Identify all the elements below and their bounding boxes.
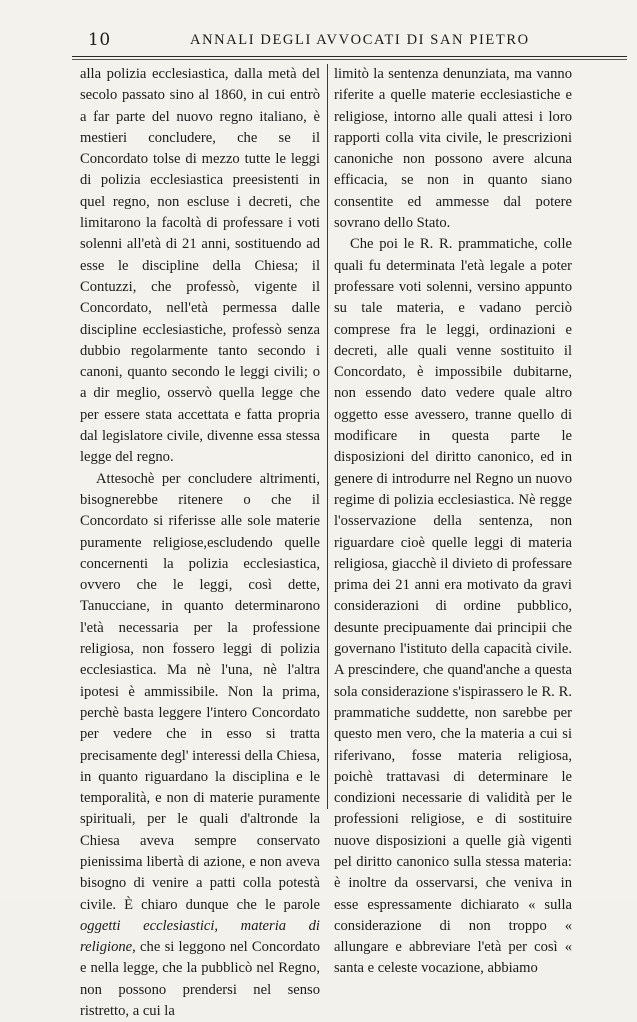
left-paragraph-2 <box>80 469 320 1022</box>
page-number: 10 <box>88 30 111 50</box>
right-paragraph-1: limitò la sentenza denunziata, ma vanno riferite a quelle materie ecclesiastiche e religiose, intorno alle quali attesi i loro rapporti colla vita civile, le prescrizioni canoniche non possono avere alcuna efficacia, se non in quanto siano consentite ed ammesse dal potere sovrano dello Stato. <box>334 66 572 232</box>
header-rule-thin <box>72 59 627 60</box>
running-title: ANNALI DEGLI AVVOCATI DI SAN PIETRO <box>190 32 530 48</box>
right-column <box>334 64 572 980</box>
header-rule <box>72 56 627 57</box>
column-divider <box>327 64 328 809</box>
page-header <box>72 30 627 54</box>
left-paragraph-2-text-b: , che si leggono nel Concordato e nella legge, che la pubblicò nel Regno, non possono prendersi nel senso ristretto, a cui la <box>80 939 320 1020</box>
left-paragraph-1: alla polizia ecclesiastica, dalla metà del secolo passato sino al 1860, in cui entrò a far parte del nuovo regno italiano, è mestieri concludere, che se il Concordato tolse di mezzo tutte le leggi di polizia ecclesiastica preesistenti in quel regno, non escluse i decreti, che limitarono la facoltà di professare i voti solenni all'età di 21 anni, sostituendo ad esse le discipline della Chiesa; il Contuzzi, che professò, vigente il Concordato, nell'età permessa dalle discipline ecclesiastiche, professò senza dubbio regolarmente tanto secondo i canoni, quanto secondo le leggi civili; o a dir meglio, osservò quella legge che per essere stata accettata e fatta propria dal legislatore civile, divenne essa stessa legge del regno. <box>80 66 320 466</box>
left-paragraph-2-italic: oggetti ecclesiastici, materia di religione <box>80 917 320 956</box>
right-paragraph-2: Che poi le R. R. prammatiche, colle quali fu determinata l'età legale a poter professare voti solenni, versino appunto su tale materia, e vadano perciò comprese fra le leggi, ordinazioni e decreti, alle quali venne sostituito il Concordato, è impossibile dubitarne, non essendo dato vedere quale altro oggetto esse avessero, tranne quello di modificare in questa parte le disposizioni del diritto canonico, ed in genere di introdurre nel Regno un nuovo regime di polizia ecclesiastica. Nè regge l'osservazione della sentenza, non riguardare cioè quelle leggi di materia religiosa, giacchè il divieto di professare prima dei 21 anni era motivato da gravi considerazioni di ordine pubblico, desunte precipuamente dai principii che governano l'istituto della capacità civile. A prescindere, che quand'anche a questa sola considerazione s'ispirassero le R. R. prammatiche suddette, non sarebbe per questo men vero, che la materia a cui si riferivano, fosse materia religiosa, poichè trattavasi di determinare le condizioni necessarie di validità per le professioni religiose, e di sostituire nuove disposizioni a quelle già vigenti pel diritto canonico sulla stessa materia: è inoltre da osservarsi, che veniva in esse espressamente dichiarato « sulla considerazione di non troppo « allungare e abbreviare l'età per così « santa e celeste vocazione, abbiamo <box>334 236 572 977</box>
left-column <box>80 64 320 1022</box>
left-paragraph-2-text-a: Attesochè per concludere altrimenti, bisognerebbe ritenere o che il Concordato si riferisse alle sole materie puramente religiose,escludendo quelle concernenti la polizia ecclesiastica, ovvero che le leggi, così dette, Tanucciane, in quanto determinarono l'età necessaria per la professione religiosa, non fossero leggi di polizia ecclesiastica. Ma nè l'una, nè l'altra ipotesi è ammissibile. Non la prima, perchè basta leggere l'intero Concordato per vedere che in esso si tratta precisamente degl' interessi della Chiesa, in quanto riguardano la disciplina e le temporalità, e non di materie puramente spirituali, per le quali d'altronde la Chiesa aveva sempre conservato pienissima libertà di azione, e non aveva bisogno di venire a patti colla potestà civile. È chiaro dunque che le parole <box>80 470 320 913</box>
